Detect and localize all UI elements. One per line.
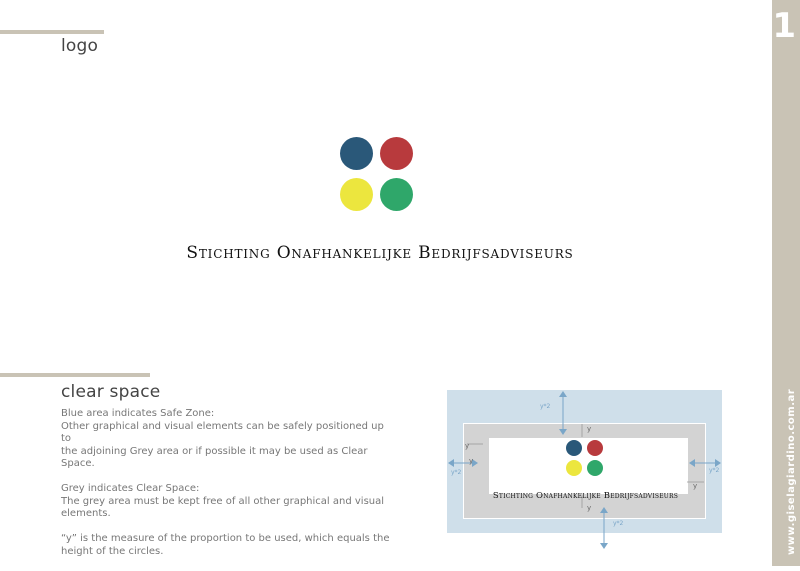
logo-section-title: logo	[61, 36, 99, 56]
clear-space-paragraph: Grey indicates Clear Space: The grey area must be kept free of all other graphical and visual elements.	[61, 483, 385, 519]
clear-space-description	[61, 408, 391, 571]
page-number: 1	[772, 6, 796, 46]
logo-circle-green	[380, 178, 413, 211]
clear-space-section-rule	[0, 373, 150, 377]
clear-space-section-title: clear space	[61, 382, 161, 402]
clear-label-left: y	[465, 442, 470, 450]
logo-wordmark: Stichting Onafhankelijke Bedrijfsadviseurs	[186, 243, 574, 263]
clear-label-left-lower: y	[469, 457, 474, 465]
website-credit: www.giselagiardino.com.ar	[786, 388, 797, 555]
clear-label-bottom: y	[587, 504, 592, 512]
dim-label-left: y*2	[451, 469, 462, 476]
dim-label-bottom: y*2	[613, 520, 624, 527]
logo-circle-red	[380, 137, 413, 170]
clear-space-diagram	[447, 390, 722, 533]
y-measure-paragraph: “y” is the measure of the proportion to be used, which equals the height of the circles.	[61, 533, 390, 557]
logo-section-rule	[0, 30, 104, 34]
dimension-arrows	[447, 390, 722, 550]
dim-label-top: y*2	[540, 403, 551, 410]
logo-circle-blue	[340, 137, 373, 170]
logo-mark	[340, 137, 414, 211]
diagram-wordmark: Stichting Onafhankelijke Bedrijfsadviseurs	[492, 491, 679, 501]
clear-label-top: y	[587, 425, 592, 433]
dim-label-right: y*2	[709, 467, 720, 474]
clear-label-right: y	[693, 482, 698, 490]
safe-zone-paragraph: Blue area indicates Safe Zone: Other graphical and visual elements can be safely positioned up to the adjoining Grey area or if possible it may be used as Clear Space.	[61, 408, 384, 469]
logo-circle-yellow	[340, 178, 373, 211]
